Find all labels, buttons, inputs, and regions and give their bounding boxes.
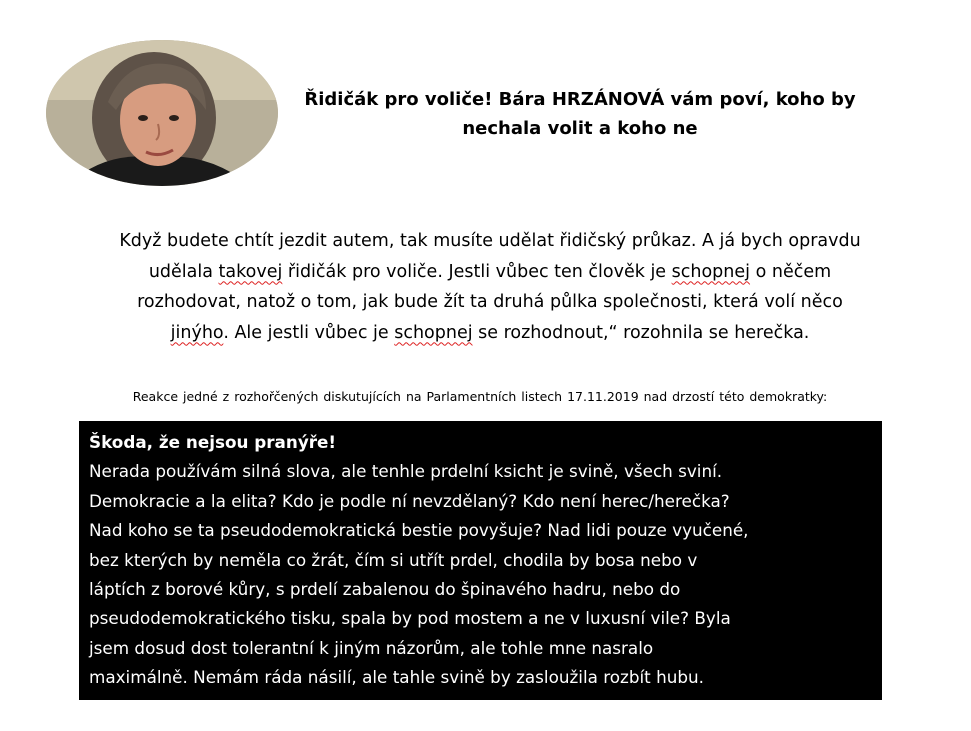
headline-line-2: nechala volit a koho ne	[462, 118, 698, 139]
comment-line: jsem dosud dost tolerantní k jiným názorům, ale tohle mne nasralo	[89, 637, 654, 658]
comment-line: Nerada používám silná slova, ale tenhle prdelní ksicht je svině, všech sviní.	[89, 461, 723, 482]
comment-line: Demokracie a la elita? Kdo je podle ní nevzdělaný? Kdo není herec/herečka?	[89, 490, 730, 511]
article-quote	[40, 226, 940, 348]
quote-text: řidičák pro voliče. Jestli vůbec ten člověk je	[282, 261, 672, 282]
woman-portrait-icon	[46, 40, 278, 186]
quote-line-3: rozhodovat, natož o tom, jak bude žít ta druhá půlka společnosti, která volí něco	[137, 292, 843, 312]
headline-line-1: Řidičák pro voliče! Bára HRZÁNOVÁ vám poví, koho by	[304, 89, 856, 110]
quote-text: . Ale jestli vůbec je	[223, 322, 395, 343]
caption: Reakce jedné z rozhořčených diskutujících na Parlamentních listech 17.11.2019 nad drzostí této demokratky:	[132, 389, 828, 404]
comment-box	[79, 421, 882, 700]
comment-line: bez kterých by neměla co žrát, čím si utřít prdel, chodila by bosa nebo v	[89, 549, 698, 570]
comment-title: Škoda, že nejsou pranýře!	[89, 432, 337, 452]
quote-text: udělala	[148, 261, 219, 282]
article-headline	[290, 85, 870, 143]
spellcheck-word: jinýho	[170, 322, 224, 343]
portrait-photo	[46, 40, 278, 186]
comment-line: maximálně. Nemám ráda násilí, ale tahle svině by zasloužila rozbít hubu.	[89, 667, 704, 688]
quote-text: o něčem	[750, 261, 832, 282]
spellcheck-word: takovej	[218, 261, 283, 282]
comment-line: láptích z borové kůry, s prdelí zabalenou do špinavého hadru, nebo do	[89, 579, 681, 600]
comment-line: Nad koho se ta pseudodemokratická bestie povyšuje? Nad lidi pouze vyučené,	[89, 520, 749, 541]
quote-line-1: Když budete chtít jezdit autem, tak musíte udělat řidičský průkaz. A já bych opravdu	[119, 231, 861, 251]
spellcheck-word: schopnej	[394, 322, 473, 343]
quote-text: se rozhodnout,“ rozohnila se herečka.	[472, 322, 810, 343]
spellcheck-word: schopnej	[671, 261, 751, 282]
comment-line: pseudodemokratického tisku, spala by pod mostem a ne v luxusní vile? Byla	[89, 608, 731, 629]
